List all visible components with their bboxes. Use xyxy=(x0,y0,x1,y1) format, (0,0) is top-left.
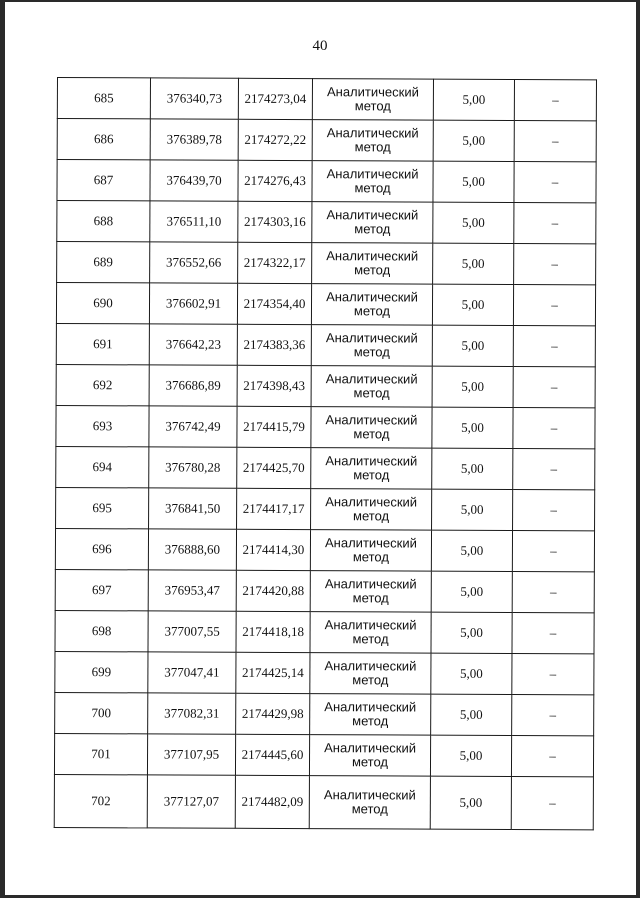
x-coordinate-cell: 376742,49 xyxy=(149,406,237,447)
method-line-2: метод xyxy=(352,549,389,565)
point-number-cell: 692 xyxy=(56,364,149,405)
precision-cell: 5,00 xyxy=(431,571,512,612)
precision-cell: 5,00 xyxy=(433,120,514,161)
table-row xyxy=(57,119,596,162)
precision-cell: 5,00 xyxy=(431,612,512,653)
note-cell: – xyxy=(512,571,594,612)
method-cell xyxy=(310,612,431,654)
method-line-2: метод xyxy=(352,672,389,688)
method-line-2: метод xyxy=(354,221,391,237)
y-coordinate-cell: 2174417,17 xyxy=(237,488,311,529)
point-number-cell: 698 xyxy=(55,610,148,651)
point-number-cell: 693 xyxy=(56,405,149,446)
table-row xyxy=(57,78,596,121)
method-cell xyxy=(311,325,432,367)
precision-cell: 5,00 xyxy=(432,448,513,489)
method-cell xyxy=(310,530,431,572)
method-line-2: метод xyxy=(351,801,388,817)
point-number-cell: 687 xyxy=(57,160,150,201)
method-line-1: Аналитический xyxy=(325,371,418,387)
y-coordinate-cell: 2174354,40 xyxy=(237,283,311,324)
point-number-cell: 691 xyxy=(56,323,149,364)
method-line-2: метод xyxy=(353,344,390,360)
method-cell xyxy=(310,694,431,736)
method-line-2: метод xyxy=(352,713,389,729)
point-number-cell: 694 xyxy=(56,446,149,487)
point-number-cell: 689 xyxy=(57,242,150,283)
y-coordinate-cell: 2174414,30 xyxy=(236,529,310,570)
y-coordinate-cell: 2174272,22 xyxy=(238,119,312,160)
x-coordinate-cell: 377007,55 xyxy=(148,611,236,652)
table-row xyxy=(56,323,595,366)
note-cell: – xyxy=(513,366,595,407)
y-coordinate-cell: 2174415,79 xyxy=(237,406,311,447)
method-cell xyxy=(311,448,432,490)
precision-cell: 5,00 xyxy=(432,284,513,325)
y-coordinate-cell: 2174420,88 xyxy=(236,570,310,611)
x-coordinate-cell: 376511,10 xyxy=(150,201,238,242)
method-cell xyxy=(311,366,432,408)
method-line-2: метод xyxy=(352,590,389,606)
note-cell: – xyxy=(514,161,596,202)
method-line-2: метод xyxy=(354,139,391,155)
point-number-cell: 702 xyxy=(54,774,147,827)
point-number-cell: 688 xyxy=(57,201,150,242)
precision-cell: 5,00 xyxy=(431,694,512,735)
y-coordinate-cell: 2174322,17 xyxy=(238,242,312,283)
y-coordinate-cell: 2174383,36 xyxy=(237,324,311,365)
method-line-1: Аналитический xyxy=(324,658,417,674)
method-cell xyxy=(312,202,433,244)
x-coordinate-cell: 377127,07 xyxy=(147,775,235,828)
y-coordinate-cell: 2174276,43 xyxy=(238,160,312,201)
point-number-cell: 700 xyxy=(55,692,148,733)
table-row xyxy=(55,528,594,571)
x-coordinate-cell: 376841,50 xyxy=(149,488,237,529)
page-number: 40 xyxy=(312,38,328,54)
x-coordinate-cell: 377047,41 xyxy=(148,652,236,693)
method-cell xyxy=(311,489,432,531)
table-row xyxy=(55,692,594,735)
method-cell xyxy=(311,407,432,449)
note-cell: – xyxy=(514,79,596,120)
table-row xyxy=(55,651,594,694)
precision-cell: 5,00 xyxy=(432,366,513,407)
precision-cell: 5,00 xyxy=(433,79,514,120)
method-line-1: Аналитический xyxy=(325,453,418,469)
x-coordinate-cell: 376439,70 xyxy=(150,160,238,201)
note-cell: – xyxy=(513,489,595,530)
y-coordinate-cell: 2174418,18 xyxy=(236,611,310,652)
method-cell xyxy=(310,571,431,613)
table-row xyxy=(57,201,596,244)
method-line-1: Аналитический xyxy=(324,740,417,756)
point-number-cell: 701 xyxy=(54,733,147,774)
method-line-1: Аналитический xyxy=(325,412,418,428)
table-row xyxy=(55,569,594,612)
y-coordinate-cell: 2174429,98 xyxy=(236,693,310,734)
x-coordinate-cell: 376389,78 xyxy=(150,119,238,160)
method-line-2: метод xyxy=(353,467,390,483)
method-cell xyxy=(312,79,433,121)
method-line-2: метод xyxy=(353,303,391,319)
table-row xyxy=(56,487,595,530)
x-coordinate-cell: 377082,31 xyxy=(148,693,236,734)
method-line-2: метод xyxy=(354,98,391,114)
note-cell: – xyxy=(514,120,596,161)
precision-cell: 5,00 xyxy=(432,325,513,366)
x-coordinate-cell: 377107,95 xyxy=(147,734,235,775)
coordinates-table xyxy=(54,77,597,830)
note-cell: – xyxy=(512,694,594,735)
table-row xyxy=(56,283,595,326)
table-row xyxy=(56,405,595,448)
note-cell: – xyxy=(514,243,596,284)
x-coordinate-cell: 376780,28 xyxy=(149,447,237,488)
y-coordinate-cell: 2174398,43 xyxy=(237,365,311,406)
x-coordinate-cell: 376552,66 xyxy=(150,242,238,283)
method-line-1: Аналитический xyxy=(323,787,416,803)
method-line-1: Аналитический xyxy=(326,125,419,141)
precision-cell: 5,00 xyxy=(430,776,511,829)
y-coordinate-cell: 2174273,04 xyxy=(238,78,312,119)
method-line-2: метод xyxy=(354,262,391,278)
y-coordinate-cell: 2174303,16 xyxy=(238,201,312,242)
method-line-1: Аналитический xyxy=(326,84,419,100)
table-row xyxy=(54,774,593,829)
precision-cell: 5,00 xyxy=(430,735,511,776)
y-coordinate-cell: 2174445,60 xyxy=(235,734,309,775)
table-row xyxy=(55,610,594,653)
table-row xyxy=(56,446,595,489)
point-number-cell: 690 xyxy=(56,283,149,324)
method-line-1: Аналитический xyxy=(326,289,418,305)
point-number-cell: 685 xyxy=(57,78,150,119)
method-cell xyxy=(309,776,430,830)
point-number-cell: 699 xyxy=(55,651,148,692)
method-line-1: Аналитический xyxy=(324,699,417,715)
method-line-1: Аналитический xyxy=(324,617,417,633)
note-cell: – xyxy=(512,612,594,653)
note-cell: – xyxy=(512,653,594,694)
note-cell: – xyxy=(513,407,595,448)
method-cell xyxy=(312,120,433,162)
precision-cell: 5,00 xyxy=(432,407,513,448)
precision-cell: 5,00 xyxy=(431,530,512,571)
point-number-cell: 686 xyxy=(57,119,150,160)
precision-cell: 5,00 xyxy=(433,202,514,243)
precision-cell: 5,00 xyxy=(433,243,514,284)
note-cell: – xyxy=(511,735,593,776)
table-row xyxy=(57,242,596,285)
x-coordinate-cell: 376686,89 xyxy=(149,365,237,406)
y-coordinate-cell: 2174425,14 xyxy=(236,652,310,693)
x-coordinate-cell: 376340,73 xyxy=(150,78,238,119)
y-coordinate-cell: 2174425,70 xyxy=(237,447,311,488)
x-coordinate-cell: 376642,23 xyxy=(149,324,237,365)
method-cell xyxy=(311,284,432,326)
point-number-cell: 695 xyxy=(56,487,149,528)
method-cell xyxy=(312,243,433,285)
precision-cell: 5,00 xyxy=(431,653,512,694)
method-line-1: Аналитический xyxy=(325,535,417,551)
method-cell xyxy=(309,735,430,777)
note-cell: – xyxy=(512,530,594,571)
precision-cell: 5,00 xyxy=(433,161,514,202)
method-line-2: метод xyxy=(352,631,389,647)
note-cell: – xyxy=(511,776,593,829)
method-cell xyxy=(310,653,431,695)
method-line-1: Аналитический xyxy=(326,207,419,223)
y-coordinate-cell: 2174482,09 xyxy=(235,775,309,828)
method-line-2: метод xyxy=(353,508,390,524)
coordinates-table-body xyxy=(54,78,596,830)
x-coordinate-cell: 376602,91 xyxy=(149,283,237,324)
note-cell: – xyxy=(514,202,596,243)
method-line-1: Аналитический xyxy=(324,576,417,592)
x-coordinate-cell: 376888,60 xyxy=(148,529,236,570)
method-line-1: Аналитический xyxy=(326,248,419,264)
precision-cell: 5,00 xyxy=(432,489,513,530)
note-cell: – xyxy=(513,448,595,489)
method-line-2: метод xyxy=(353,385,390,401)
method-line-1: Аналитический xyxy=(326,166,419,182)
point-number-cell: 696 xyxy=(55,528,148,569)
note-cell: – xyxy=(513,284,595,325)
method-line-2: метод xyxy=(354,180,391,196)
method-cell xyxy=(312,161,433,203)
method-line-1: Аналитический xyxy=(325,494,418,510)
method-line-2: метод xyxy=(351,754,389,770)
note-cell: – xyxy=(513,325,595,366)
table-row xyxy=(54,733,593,776)
table-row xyxy=(56,364,595,407)
table-row xyxy=(57,160,596,203)
x-coordinate-cell: 376953,47 xyxy=(148,570,236,611)
method-line-1: Аналитический xyxy=(325,330,418,346)
method-line-2: метод xyxy=(353,426,390,442)
point-number-cell: 697 xyxy=(55,569,148,610)
